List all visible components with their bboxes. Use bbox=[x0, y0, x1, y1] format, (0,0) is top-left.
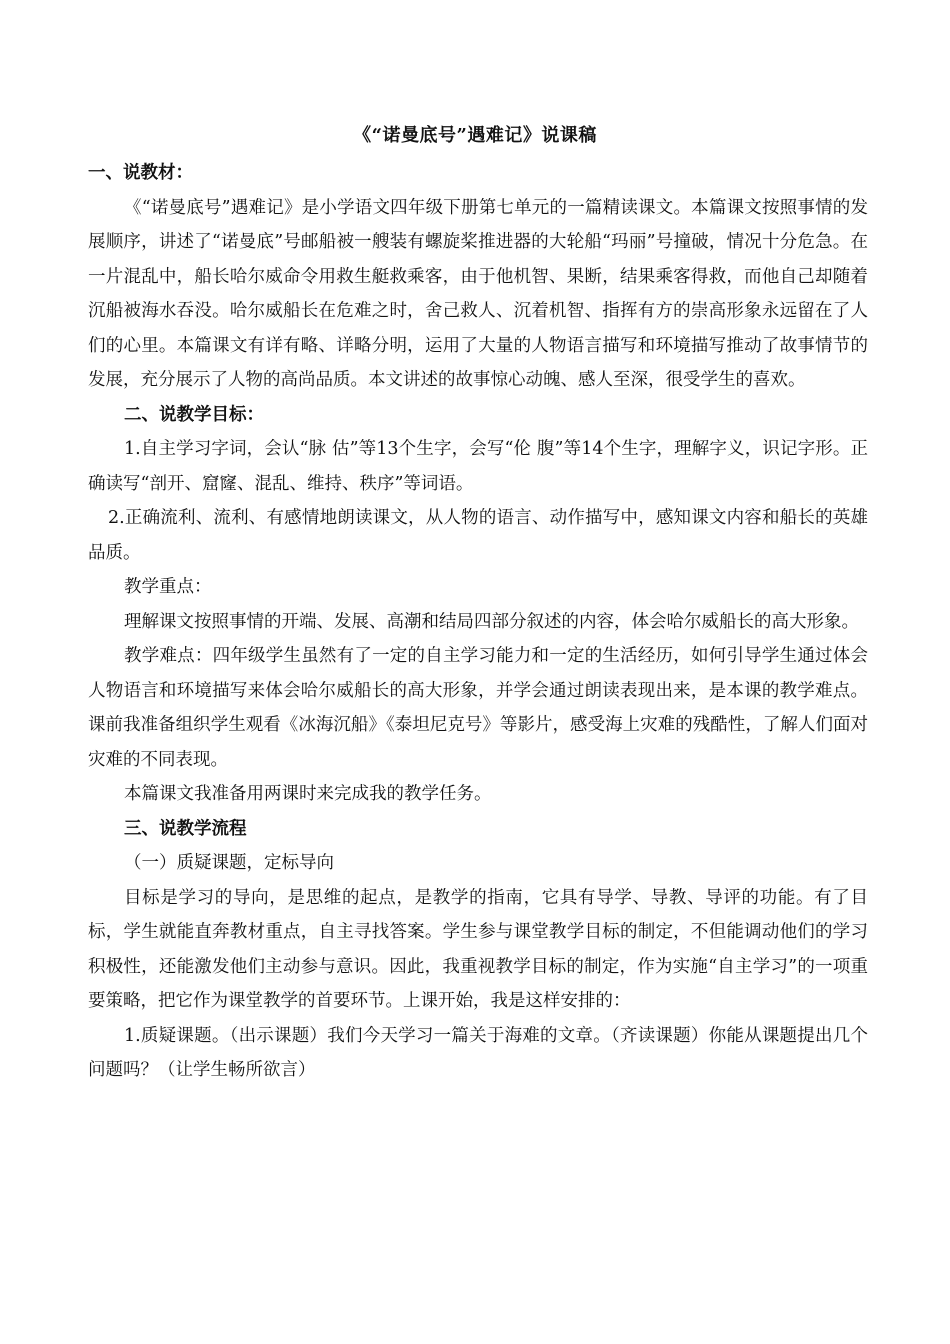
key-point-paragraph: 理解课文按照事情的开端、发展、高潮和结局四部分叙述的内容，体会哈尔威船长的高大形象。 bbox=[124, 611, 859, 632]
document-body bbox=[88, 156, 868, 1088]
document-title: 《“诺曼底号”遇难记》说课稿 bbox=[353, 125, 597, 146]
section-heading-process: 三、说教学流程 bbox=[124, 818, 247, 839]
step-1-paragraph: 目标是学习的导向，是思维的起点，是教学的指南，它具有导学、导教、导评的功能。有了目标，学生就能直奔教材重点，自主寻找答案。学生参与课堂教学目标的制定，不但能调动他们的学习积极性，还能激发他们主动参与意识。因此，我重视教学目标的制定，作为实施“自主学习”的一项重要策略，把它作为课堂教学的首要环节。上课开始，我是这样安排的： bbox=[88, 887, 868, 1011]
section-heading-textbook: 一、说教材： bbox=[88, 163, 193, 183]
step-1-item-1: 1.质疑课题。（出示课题）我们今天学习一篇关于海难的文章。（齐读课题）你能从课题提出几个问题吗？（让学生畅所欲言） bbox=[88, 1025, 868, 1080]
key-point-label: 教学重点： bbox=[124, 577, 212, 597]
step-heading-1: （一）质疑课题，定标导向 bbox=[124, 853, 334, 873]
goal-item-1: 1.自主学习字词，会认“脉 估”等13个生字，会写“伦 腹”等14个生字，理解字义，识记字形。正确读写“剖开、窟窿、混乱、维持、秩序”等词语。 bbox=[88, 439, 868, 494]
goal-item-2: 2.正确流利、流利、有感情地朗读课文，从人物的语言、动作描写中，感知课文内容和船长的英雄品质。 bbox=[88, 508, 868, 563]
section-heading-goals: 二、说教学目标： bbox=[124, 404, 264, 425]
plan-paragraph: 本篇课文我准备用两课时来完成我的教学任务。 bbox=[124, 784, 492, 804]
textbook-paragraph: 《“诺曼底号”遇难记》是小学语文四年级下册第七单元的一篇精读课文。本篇课文按照事情的发展顺序，讲述了“诺曼底”号邮船被一艘装有螺旋桨推进器的大轮船“玛丽”号撞破，情况十分危急。在一片混乱中，船长哈尔威命令用救生艇救乘客，由于他机智、果断，结果乘客得救，而他自己却随着沉船被海水吞没。哈尔威船长在危难之时，舍己救人、沉着机智、指挥有方的崇高形象永远留在了人们的心里。本篇课文有详有略、详略分明，运用了大量的人物语言描写和环境描写推动了故事情节的发展，充分展示了人物的高尚品质。本文讲述的故事惊心动魄、感人至深，很受学生的喜欢。 bbox=[88, 197, 868, 390]
difficulty-paragraph: 教学难点：四年级学生虽然有了一定的自主学习能力和一定的生活经历，如何引导学生通过体会人物语言和环境描写来体会哈尔威船长的高大形象，并学会通过朗读表现出来，是本课的教学难点。课前我准备组织学生观看《冰海沉船》《泰坦尼克号》等影片，感受海上灾难的残酷性，了解人们面对灾难的不同表现。 bbox=[88, 646, 868, 770]
